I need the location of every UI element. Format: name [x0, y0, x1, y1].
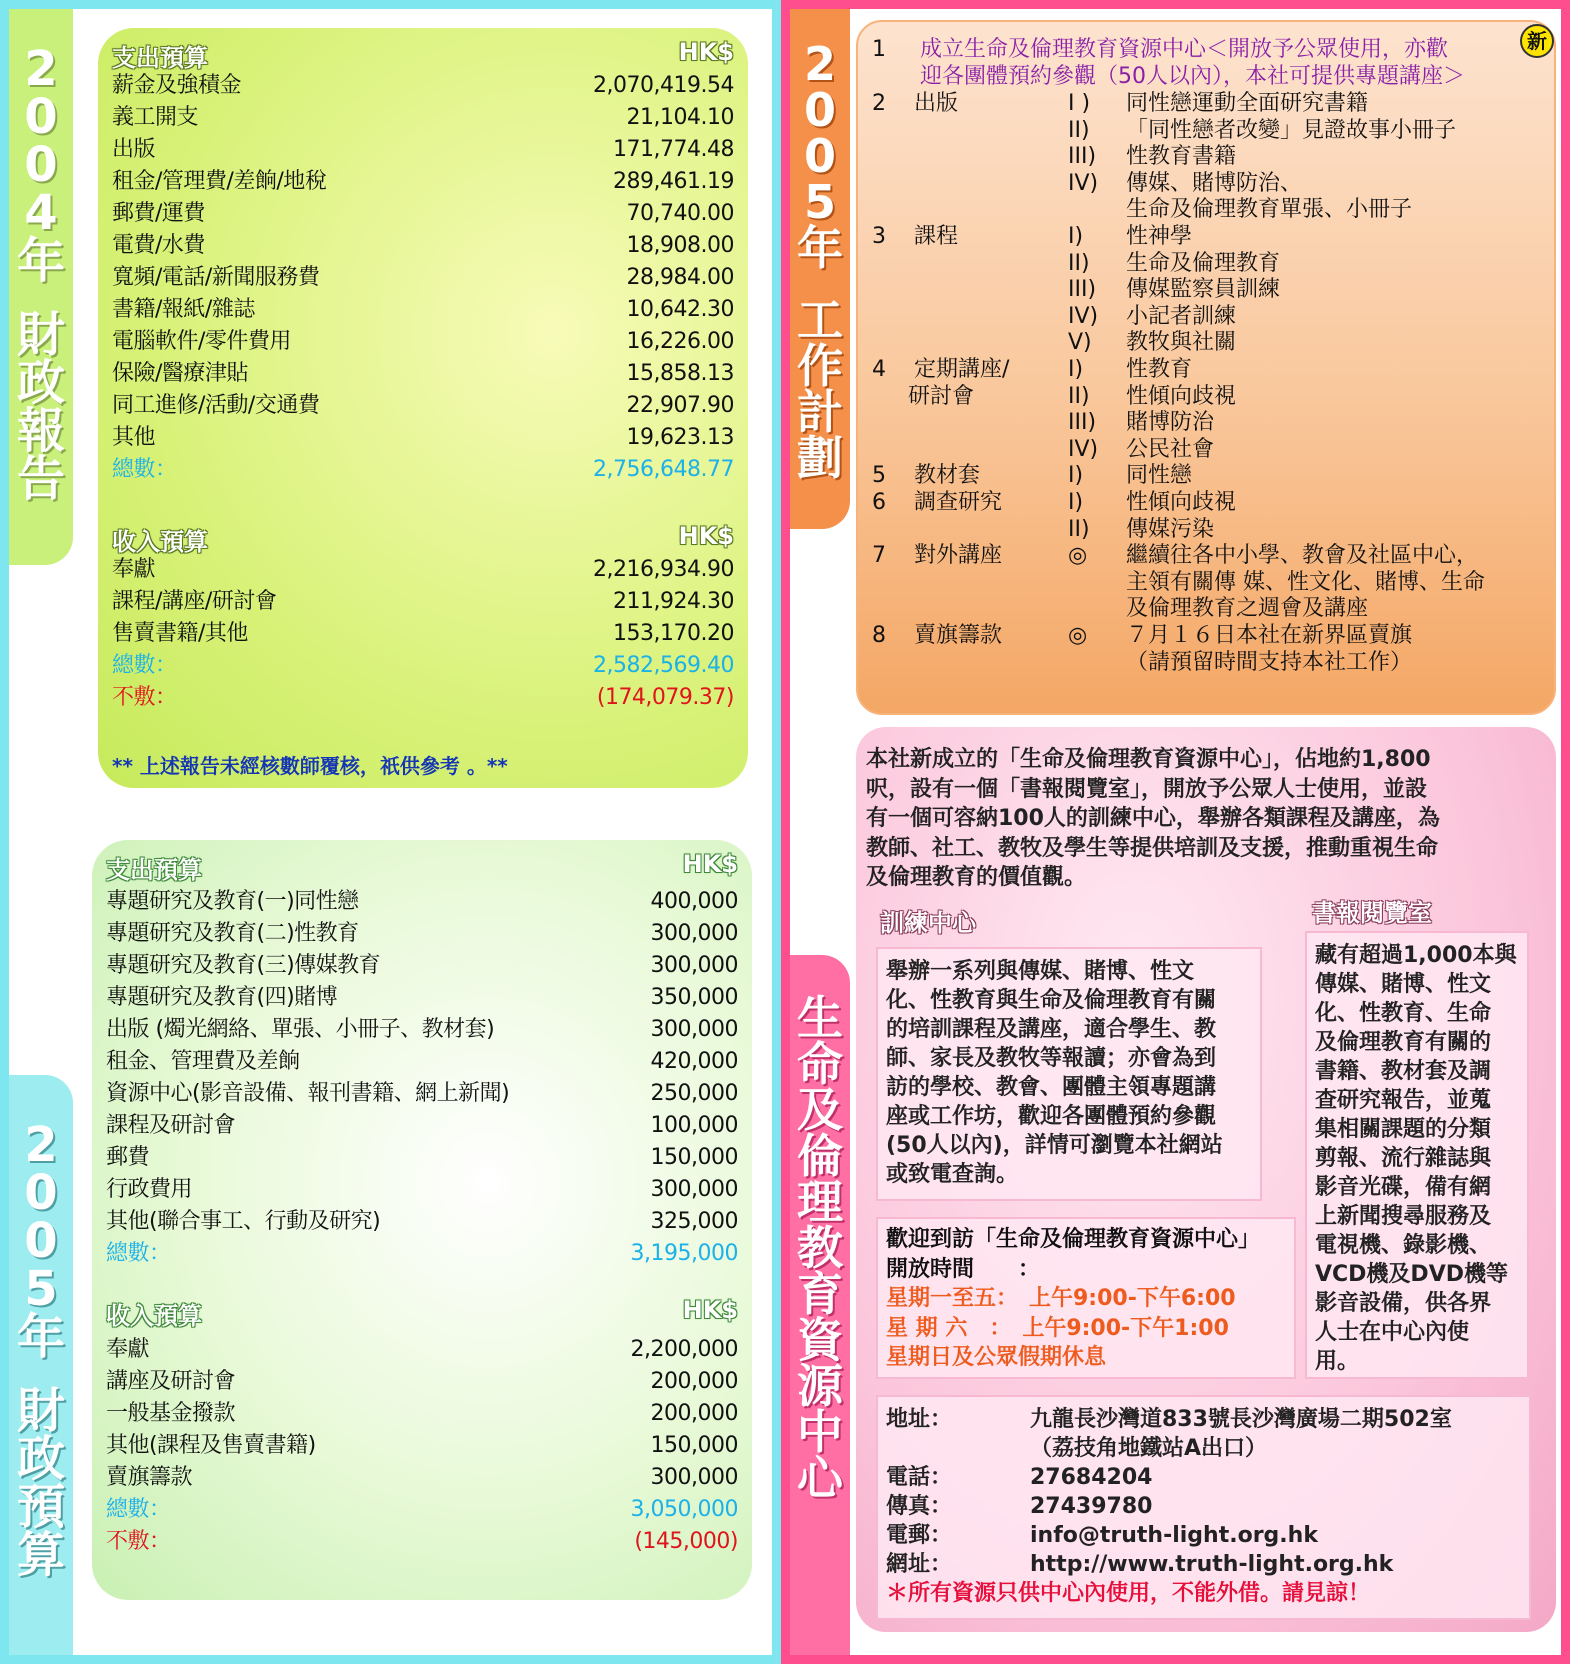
tab-char: 財: [16, 1383, 65, 1439]
reading-line: 人士在中心內使: [1315, 1320, 1470, 1345]
plan-text: 性教育書籍: [1126, 144, 1237, 170]
plan-marker: II): [1068, 250, 1090, 276]
row-value: 16,226.00: [626, 329, 734, 354]
tab-char: 0: [803, 129, 836, 183]
tab-2005-work-plan: [790, 9, 850, 529]
row-value: 19,623.13: [626, 425, 734, 450]
row-label: 電腦軟件/零件費用: [112, 329, 291, 354]
plan-item-number: 4: [872, 357, 886, 382]
plan-category: 教材套: [914, 463, 981, 489]
row-label: 其他(課程及售賣書籍): [106, 1433, 316, 1458]
row-label: 保險/醫療津貼: [112, 361, 248, 386]
income-table: [112, 554, 734, 714]
training-line: 訪的學校、教會、團體主領專題講: [886, 1075, 1217, 1100]
row-value: 2,070,419.54: [593, 73, 734, 98]
training-line: (50人以內)，詳情可瀏覽本社網站: [886, 1133, 1223, 1158]
plan-text: 性神學: [1126, 224, 1193, 249]
plan-text: 及倫理教育之週會及講座: [1126, 596, 1369, 622]
plan-marker: V): [1068, 330, 1092, 356]
tab-resource-center: [790, 955, 850, 1655]
report-2004-panel: [98, 28, 748, 788]
row-value: 350,000: [650, 985, 738, 1010]
address-note: （荔技角地鐵站A出口）: [1030, 1436, 1268, 1461]
training-line: 師、家長及教牧等報讀；亦會為到: [886, 1046, 1217, 1071]
tab-char: 資: [797, 1313, 843, 1367]
expense-title: 支出預算: [106, 856, 202, 884]
tab-char: 年: [16, 233, 65, 289]
table-row: [112, 390, 734, 422]
reading-title: 書報閱覽室: [1312, 899, 1432, 927]
training-line: 的培訓課程及講座，適合學生、教: [886, 1017, 1217, 1042]
training-line: 舉辦一系列與傳媒、賭博、性文: [886, 959, 1195, 984]
new-badge: 新: [1520, 24, 1554, 58]
row-value: 200,000: [650, 1369, 738, 1394]
reading-line: 影音設備，供各界: [1315, 1291, 1492, 1316]
plan-text: 小記者訓練: [1126, 303, 1237, 329]
row-value: 21,104.10: [626, 105, 734, 130]
row-value: 150,000: [650, 1145, 738, 1170]
saturday-hours: 星 期 六 ： 上午9:00-下午1:00: [886, 1315, 1229, 1341]
plan-item-number: 7: [872, 543, 886, 569]
tab-char: 0: [24, 1213, 58, 1269]
row-label: 專題研究及教育(二)性教育: [106, 921, 359, 946]
tab-char: 0: [24, 137, 58, 193]
total-value: 2,756,648.77: [593, 457, 734, 482]
plan-text: 主領有關傳 媒、性文化、賭博、生命: [1126, 569, 1485, 595]
table-row: [106, 1046, 738, 1078]
table-row: [112, 294, 734, 326]
reading-line: 上新聞搜尋服務及: [1315, 1204, 1492, 1229]
deficit-label: 不敷：: [112, 685, 177, 710]
email-label: 電郵：: [886, 1523, 953, 1548]
weekday-hours: 星期一至五： 上午9:00-下午6:00: [886, 1286, 1236, 1311]
tab-char: 源: [797, 1359, 843, 1413]
row-value: 153,170.20: [613, 621, 734, 646]
table-row: [112, 554, 734, 586]
deficit-row: [112, 682, 734, 714]
plan-marker: ◎: [1068, 543, 1088, 569]
table-row: [112, 586, 734, 618]
row-value: 18,908.00: [626, 233, 734, 258]
income-title: 收入預算: [112, 528, 208, 556]
reading-line: 傳媒、賭博、性文: [1315, 972, 1492, 997]
table-row: [106, 1462, 738, 1494]
plan-text: 公民社會: [1126, 436, 1215, 462]
table-row: [112, 198, 734, 230]
row-label: 課程/講座/研討會: [112, 589, 277, 614]
table-row: [106, 1078, 738, 1110]
tab-char: 中: [797, 1405, 843, 1459]
address-label: 地址：: [886, 1407, 953, 1432]
total-label: 總數：: [112, 457, 177, 482]
reading-line: 集相關課題的分類: [1315, 1117, 1492, 1142]
table-row: [112, 358, 734, 390]
table-row: [106, 1398, 738, 1430]
intro-line: 呎，設有一個「書報閱覽室」，開放予公眾人士使用，並設: [866, 776, 1428, 802]
table-row: [112, 618, 734, 650]
tab-char: 預: [16, 1479, 65, 1535]
expense-title: 支出預算: [112, 44, 208, 72]
table-row: [106, 918, 738, 950]
tab-char: 4: [24, 185, 58, 241]
plan-text: 生命及倫理教育單張、小冊子: [1126, 197, 1413, 223]
plan-text: 生命及倫理教育: [1126, 250, 1281, 276]
expense-table: [112, 70, 734, 486]
tab-char: 倫: [797, 1129, 843, 1183]
total-row: [106, 1494, 738, 1526]
row-value: 289,461.19: [613, 169, 734, 194]
row-label: 資源中心(影音設備、報刊書籍、網上新聞): [106, 1081, 510, 1106]
table-row: [112, 326, 734, 358]
tab-char: 工: [797, 293, 843, 347]
tab-char: 劃: [797, 431, 843, 485]
row-value: 400,000: [650, 889, 738, 914]
row-label: 郵費/運費: [112, 201, 205, 226]
tab-char: 年: [797, 221, 843, 275]
training-title: 訓練中心: [880, 909, 976, 937]
address-value: 九龍長沙灣道833號長沙灣廣場二期502室: [1030, 1407, 1452, 1432]
row-value: 300,000: [650, 1177, 738, 1202]
total-value: 3,195,000: [630, 1241, 738, 1266]
plan-item-1-line: 迎各團體預約參觀（50人以內），本社可提供專題講座＞: [920, 64, 1465, 89]
plan-marker: II): [1068, 383, 1090, 409]
row-label: 出版: [112, 137, 156, 162]
tab-char: 理: [797, 1175, 843, 1229]
plan-category: 對外講座: [914, 543, 1003, 569]
resource-center-panel: [856, 727, 1556, 1632]
contact-box: [876, 1395, 1531, 1620]
table-row: [106, 1110, 738, 1142]
total-row: [106, 1238, 738, 1270]
table-row: [112, 102, 734, 134]
plan-text: 性傾向歧視: [1126, 490, 1237, 515]
total-label: 總數：: [106, 1497, 171, 1522]
row-label: 義工開支: [112, 105, 199, 130]
closed-days: 星期日及公眾假期休息: [886, 1345, 1107, 1370]
table-row: [112, 230, 734, 262]
intro-line: 教師、社工、教牧及學生等提供培訓及支援，推動重視生命: [866, 835, 1439, 861]
row-label: 同工進修/活動/交通費: [112, 393, 320, 418]
row-label: 書籍/報紙/雜誌: [112, 297, 255, 322]
plan-category: 賣旗籌款: [914, 623, 1003, 648]
row-label: 課程及研討會: [106, 1113, 236, 1138]
row-value: 150,000: [650, 1433, 738, 1458]
website-link[interactable]: http://www.truth-light.org.hk: [1030, 1552, 1394, 1577]
tab-char: 政: [16, 355, 65, 411]
currency-label: HK$: [678, 38, 734, 66]
currency-label: HK$: [682, 1296, 738, 1324]
row-value: 300,000: [650, 921, 738, 946]
plan-marker: III): [1068, 410, 1097, 436]
usage-warning: ＊所有資源只供中心內使用，不能外借。請見諒！: [886, 1581, 1371, 1606]
plan-item-number: 3: [872, 224, 886, 249]
plan-marker: I): [1068, 224, 1084, 249]
tab-char: 政: [16, 1431, 65, 1487]
table-row: [106, 1014, 738, 1046]
plan-item-1-line: 成立生命及倫理教育資源中心＜開放予公眾使用，亦歡: [920, 37, 1449, 62]
center-intro: [866, 745, 1546, 893]
income-header: [106, 1296, 738, 1331]
table-row: [106, 1334, 738, 1366]
plan-marker: II): [1068, 117, 1090, 143]
expense-header: [106, 850, 738, 885]
row-label: 郵費: [106, 1145, 150, 1170]
tab-char: 算: [16, 1527, 65, 1583]
table-row: [106, 1430, 738, 1462]
plan-category: 調查研究: [914, 490, 1003, 515]
table-row: [112, 262, 734, 294]
audit-note: ** 上述報告未經核數師覆核，祇供參考 。**: [112, 754, 508, 778]
training-line: 化、性教育與生命及倫理教育有關: [886, 988, 1217, 1013]
tab-2005-budget: [9, 1075, 73, 1655]
opening-hours-box: [876, 1217, 1296, 1379]
row-label: 租金、管理費及差餉: [106, 1049, 300, 1074]
plan-category: 研討會: [908, 383, 975, 409]
row-value: 15,858.13: [626, 361, 734, 386]
row-value: 211,924.30: [613, 589, 734, 614]
row-value: 325,000: [650, 1209, 738, 1234]
row-value: 300,000: [650, 1465, 738, 1490]
tab-char: 命: [797, 1037, 843, 1091]
table-row: [106, 950, 738, 982]
reading-line: 影音光碟，備有網: [1315, 1175, 1492, 1200]
plan-text: 傳媒監察員訓練: [1126, 277, 1281, 303]
row-value: 300,000: [650, 953, 738, 978]
work-plan-panel: [856, 20, 1556, 715]
table-row: [106, 886, 738, 918]
row-value: 2,200,000: [630, 1337, 738, 1362]
row-label: 奉獻: [112, 557, 156, 582]
plan-text: 傳媒污染: [1126, 516, 1215, 542]
expense-table: [106, 886, 738, 1270]
row-label: 租金/管理費/差餉/地稅: [112, 169, 327, 194]
fax-label: 傳真：: [886, 1494, 953, 1519]
deficit-value: (145,000): [634, 1529, 738, 1554]
total-value: 2,582,569.40: [593, 653, 734, 678]
row-value: 28,984.00: [626, 265, 734, 290]
table-row: [112, 166, 734, 198]
total-value: 3,050,000: [630, 1497, 738, 1522]
row-value: 10,642.30: [626, 297, 734, 322]
row-label: 售賣書籍/其他: [112, 621, 248, 646]
plan-marker: III): [1068, 144, 1097, 170]
reading-line: 及倫理教育有關的: [1315, 1030, 1492, 1055]
tab-char: 計: [797, 385, 843, 439]
reading-line: VCD機及DVD機等: [1315, 1262, 1508, 1287]
table-row: [106, 1366, 738, 1398]
tab-char: 2: [803, 37, 836, 91]
plan-marker: IV): [1068, 303, 1099, 329]
reading-line: 化、性教育、生命: [1315, 1001, 1492, 1026]
plan-item-number: 5: [872, 463, 886, 489]
plan-text: 教牧與社關: [1126, 330, 1237, 356]
phone-label: 電話：: [886, 1465, 953, 1490]
tab-char: 及: [797, 1083, 843, 1137]
row-label: 寬頻/電話/新聞服務費: [112, 265, 320, 290]
plan-marker: I ): [1068, 91, 1091, 116]
plan-text: 同性戀: [1126, 463, 1193, 489]
income-title: 收入預算: [106, 1302, 202, 1330]
row-value: 100,000: [650, 1113, 738, 1138]
row-label: 其他: [112, 425, 156, 450]
plan-marker: III): [1068, 277, 1097, 303]
plan-marker: I): [1068, 490, 1084, 515]
intro-line: 本社新成立的「生命及倫理教育資源中心」，佔地約1,800: [866, 747, 1431, 772]
training-line: 或致電查詢。: [886, 1162, 1019, 1187]
plan-marker: ◎: [1068, 623, 1088, 648]
phone-value: 27684204: [1030, 1465, 1153, 1490]
tab-char: 生: [797, 991, 843, 1045]
plan-marker: II): [1068, 516, 1090, 542]
plan-marker: IV): [1068, 436, 1099, 462]
row-label: 講座及研討會: [106, 1369, 236, 1394]
plan-text: （請預留時間支持本社工作）: [1126, 649, 1413, 675]
tab-char: 育: [797, 1267, 843, 1321]
email-link[interactable]: info@truth-light.org.hk: [1030, 1523, 1318, 1548]
plan-text: 繼續往各中小學、教會及社區中心，: [1126, 543, 1479, 569]
plan-text: ７月１６日本社在新界區賣旗: [1126, 623, 1413, 648]
row-label: 電費/水費: [112, 233, 205, 258]
plan-marker: I): [1068, 463, 1084, 489]
tab-char: 5: [24, 1261, 58, 1317]
intro-line: 及倫理教育的價值觀。: [866, 865, 1087, 890]
row-value: 420,000: [650, 1049, 738, 1074]
deficit-label: 不敷：: [106, 1529, 171, 1554]
total-label: 總數：: [106, 1241, 171, 1266]
reading-line: 用。: [1315, 1349, 1360, 1374]
reading-line: 電視機、錄影機、: [1315, 1233, 1492, 1258]
intro-line: 有一個可容納100人的訓練中心，舉辦各類課程及講座，為: [866, 806, 1440, 831]
row-value: 70,740.00: [626, 201, 734, 226]
total-row: [112, 454, 734, 486]
hours-label: 開放時間 ：: [886, 1256, 1041, 1282]
plan-category: 定期講座/: [914, 357, 1010, 382]
row-label: 賣旗籌款: [106, 1465, 193, 1490]
row-value: 250,000: [650, 1081, 738, 1106]
plan-item-number: 1: [872, 37, 886, 62]
deficit-value: (174,079.37): [596, 685, 734, 710]
plan-text: 傳媒、賭博防治、: [1126, 170, 1303, 196]
tab-char: 2: [24, 41, 58, 97]
deficit-row: [106, 1526, 738, 1558]
tab-char: 0: [24, 1165, 58, 1221]
row-label: 其他(聯合事工、行動及研究): [106, 1209, 381, 1234]
reading-line: 藏有超過1,000本與: [1315, 943, 1517, 968]
plan-text: 「同性戀者改變」見證故事小冊子: [1126, 117, 1457, 143]
tab-char: 年: [16, 1309, 65, 1365]
web-label: 網址：: [886, 1552, 953, 1577]
row-label: 專題研究及教育(四)賭博: [106, 985, 338, 1010]
row-value: 22,907.90: [626, 393, 734, 418]
plan-category: 課程: [914, 224, 959, 249]
expense-header: [112, 38, 734, 73]
reading-line: 查研究報告，並蒐: [1315, 1088, 1492, 1113]
currency-label: HK$: [678, 522, 734, 550]
tab-char: 報: [16, 403, 65, 459]
table-row: [112, 70, 734, 102]
welcome-text: 歡迎到訪「生命及倫理教育資源中心」: [886, 1227, 1261, 1252]
total-row: [112, 650, 734, 682]
plan-text: 性教育: [1126, 357, 1193, 382]
table-row: [106, 1142, 738, 1174]
plan-category: 出版: [914, 91, 959, 116]
reading-line: 剪報、流行雜誌與: [1315, 1146, 1492, 1171]
fax-value: 27439780: [1030, 1494, 1153, 1519]
reading-line: 書籍、教材套及調: [1315, 1059, 1492, 1084]
income-header: [112, 522, 734, 557]
tab-char: 0: [24, 89, 58, 145]
row-label: 出版 (燭光網絡、單張、小冊子、教材套): [106, 1017, 495, 1042]
row-label: 奉獻: [106, 1337, 150, 1362]
reading-box: [1305, 931, 1529, 1379]
row-label: 專題研究及教育(三)傳媒教育: [106, 953, 381, 978]
income-table: [106, 1334, 738, 1558]
row-value: 300,000: [650, 1017, 738, 1042]
tab-char: 財: [16, 307, 65, 363]
row-label: 行政費用: [106, 1177, 193, 1202]
tab-char: 心: [797, 1451, 843, 1505]
plan-text: 賭博防治: [1126, 410, 1215, 436]
total-label: 總數：: [112, 653, 177, 678]
plan-text: 性傾向歧視: [1126, 383, 1237, 409]
plan-item-number: 6: [872, 490, 886, 515]
plan-marker: IV): [1068, 170, 1099, 196]
tab-char: 0: [803, 83, 836, 137]
table-row: [106, 1174, 738, 1206]
table-row: [112, 422, 734, 454]
row-label: 薪金及強積金: [112, 73, 242, 98]
currency-label: HK$: [682, 850, 738, 878]
plan-item-number: 8: [872, 623, 886, 648]
plan-item-number: 2: [872, 91, 886, 116]
table-row: [106, 1206, 738, 1238]
table-row: [112, 134, 734, 166]
row-value: 200,000: [650, 1401, 738, 1426]
plan-text: 同性戀運動全面研究書籍: [1126, 91, 1369, 116]
tab-char: 作: [797, 339, 843, 393]
row-value: 2,216,934.90: [593, 557, 734, 582]
table-row: [106, 982, 738, 1014]
tab-char: 5: [803, 175, 836, 229]
training-line: 座或工作坊，歡迎各團體預約參觀: [886, 1104, 1217, 1129]
training-box: [876, 947, 1262, 1201]
plan-marker: I): [1068, 357, 1084, 382]
tab-char: 2: [24, 1117, 58, 1173]
tab-char: 教: [797, 1221, 843, 1275]
row-value: 171,774.48: [613, 137, 734, 162]
budget-2005-panel: [92, 840, 752, 1600]
row-label: 專題研究及教育(一)同性戀: [106, 889, 359, 914]
tab-char: 告: [16, 451, 65, 507]
row-label: 一般基金撥款: [106, 1401, 236, 1426]
tab-2004-financial-report: [9, 9, 73, 565]
